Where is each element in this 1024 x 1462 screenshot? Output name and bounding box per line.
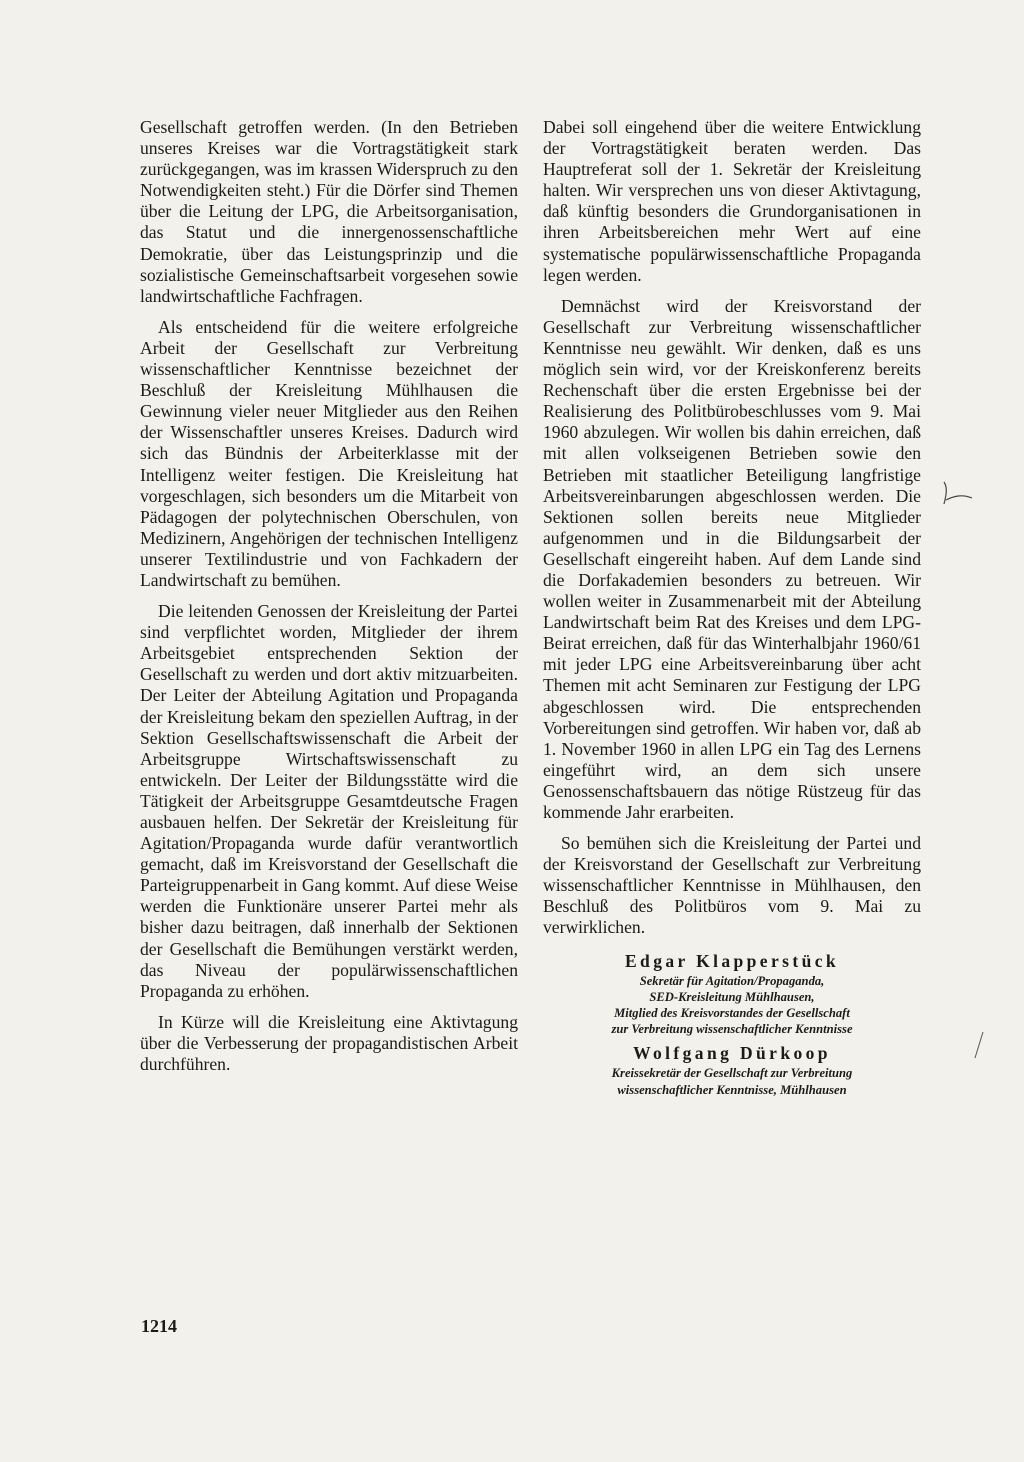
paragraph: Als entscheidend für die weitere erfolgreiche Arbeit der Gesellschaft zur Verbreitung wissenschaftlicher Kenntnisse bezeichnet der Beschluß der Kreisleitung Mühlhausen die Gewinnung vieler neuer Mitglieder aus den Reihen der Wissenschaftler unseres Kreises. Dadurch wird sich das Bündnis der Arbeiterklasse mit der Intelligenz weiter festigen. Die Kreisleitung hat vorgeschlagen, sich besonders um die Mitarbeit von Pädagogen der polytechnischen Oberschulen, von Medizinern, Angehörigen der technischen Intelligenz unserer Textilindustrie und von Fachkadern der Landwirtschaft zu bemühen. <box>140 316 518 590</box>
paragraph: Demnächst wird der Kreisvorstand der Gesellschaft zur Verbreitung wissenschaftlicher Kenntnisse neu gewählt. Wir denken, daß es uns möglich sein wird, vor der Kreiskonferenz bereits Rechenschaft über die ersten Ergebnisse bei der Realisierung des Politbürobeschlusses vom 9. Mai 1960 abzulegen. Wir wollen bis dahin erreichen, daß mit allen volkseigenen Betrieben sowie den Betrieben mit staatlicher Beteiligung langfristige Arbeitsvereinbarungen abgeschlossen werden. Die Sektionen sollen bereits neue Mitglieder aufgenommen und in die Bildungsarbeit der Gesellschaft eingereiht haben. Auf dem Lande sind die Dorfakademien besonders zu betreuen. Wir wollen weiter in Zusammenarbeit mit der Abteilung Landwirtschaft beim Rat des Kreises und dem LPG-Beirat erreichen, daß für das Winterhalbjahr 1960/61 mit jeder LPG eine Arbeitsvereinbarung über acht Themen mit acht Seminaren zur Festigung der LPG abgeschlossen wird. Die entsprechenden Vorbereitungen sind getroffen. Wir haben vor, daß ab 1. November 1960 in allen LPG ein Tag des Lernens eingeführt wird, an dem sich unsere Genossenschaftsbauern das nötige Rüstzeug für das kommende Jahr erarbeiten. <box>543 295 921 822</box>
left-column <box>140 117 518 1085</box>
signature-block-duerkoop <box>543 1041 921 1097</box>
author-name: Wolfgang Dürkoop <box>633 1043 831 1064</box>
author-title-line: Mitglied des Kreisvorstandes der Gesellschaft <box>614 1005 850 1020</box>
paragraph: Gesellschaft getroffen werden. (In den Betrieben unseres Kreises war die Vortragstätigkeit stark zurückgegangen, was im krassen Widerspruch zu den Notwendigkeiten steht.) Für die Dörfer sind Themen über die Leitung der LPG, die Arbeitsorganisation, das Statut und die innergenossenschaftliche Demokratie, über das Leistungsprinzip und die sozialistische Gemeinschaftsarbeit vorgesehen sowie landwirtschaftliche Fachfragen. <box>140 117 518 306</box>
margin-pencil-mark <box>940 478 976 508</box>
margin-pencil-mark <box>972 1030 986 1060</box>
author-title-line: SED-Kreisleitung Mühlhausen, <box>649 989 815 1004</box>
paragraph: Dabei soll eingehend über die weitere Entwicklung der Vortragstätigkeit beraten werden. Das Hauptreferat soll der 1. Sekretär der Kreisleitung halten. Wir versprechen uns von dieser Aktivtagung, daß künftig besonders die Grundorganisationen in ihren Arbeitsbereichen mehr Wert auf eine systematische populärwissenschaftliche Propaganda legen werden. <box>543 117 921 285</box>
author-title-line: Sekretär für Agitation/Propaganda, <box>639 973 825 988</box>
author-title-line: Kreissekretär der Gesellschaft zur Verbreitung <box>611 1066 853 1081</box>
page-number: 1214 <box>141 1316 177 1336</box>
paragraph: Die leitenden Genossen der Kreisleitung der Partei sind verpflichtet worden, Mitglieder der ihrem Arbeitsgebiet entsprechenden Sektion der Gesellschaft zu werden und dort aktiv mitzuarbeiten. Der Leiter der Abteilung Agitation und Propaganda der Kreisleitung bekam den speziellen Auftrag, in der Sektion Gesellschaftswissenschaft die Arbeit der Arbeitsgruppe Wirtschaftswissenschaft zu entwickeln. Der Leiter der Bildungsstätte wird die Tätigkeit der Arbeitsgruppe Gesamtdeutsche Fragen ausbauen helfen. Der Sekretär der Kreisleitung für Agitation/Propaganda wurde dafür verantwortlich gemacht, daß im Kreisvorstand der Gesellschaft die Parteigruppenarbeit in Gang kommt. Auf diese Weise werden die Funktionäre unserer Partei mehr als bisher dazu beitragen, daß innerhalb der Sektionen der Gesellschaft die Bemühungen verstärkt werden, das Niveau der populärwissenschaftlichen Propaganda zu erhöhen. <box>140 601 518 1001</box>
author-title-line: wissenschaftlicher Kenntnisse, Mühlhausen <box>617 1082 847 1097</box>
paragraph: So bemühen sich die Kreisleitung der Partei und der Kreisvorstand der Gesellschaft zur Verbreitung wissenschaftlicher Kenntnisse in Mühlhausen, den Beschluß des Politbüros vom 9. Mai zu verwirklichen. <box>543 833 921 938</box>
right-column <box>543 117 921 1098</box>
author-title-line: zur Verbreitung wissenschaftlicher Kenntnisse <box>611 1022 853 1037</box>
paragraph: In Kürze will die Kreisleitung eine Aktivtagung über die Verbesserung der propagandistischen Arbeit durchführen. <box>140 1011 518 1075</box>
signature-block-klapperstueck <box>543 949 921 1038</box>
author-name: Edgar Klapperstück <box>624 950 840 971</box>
